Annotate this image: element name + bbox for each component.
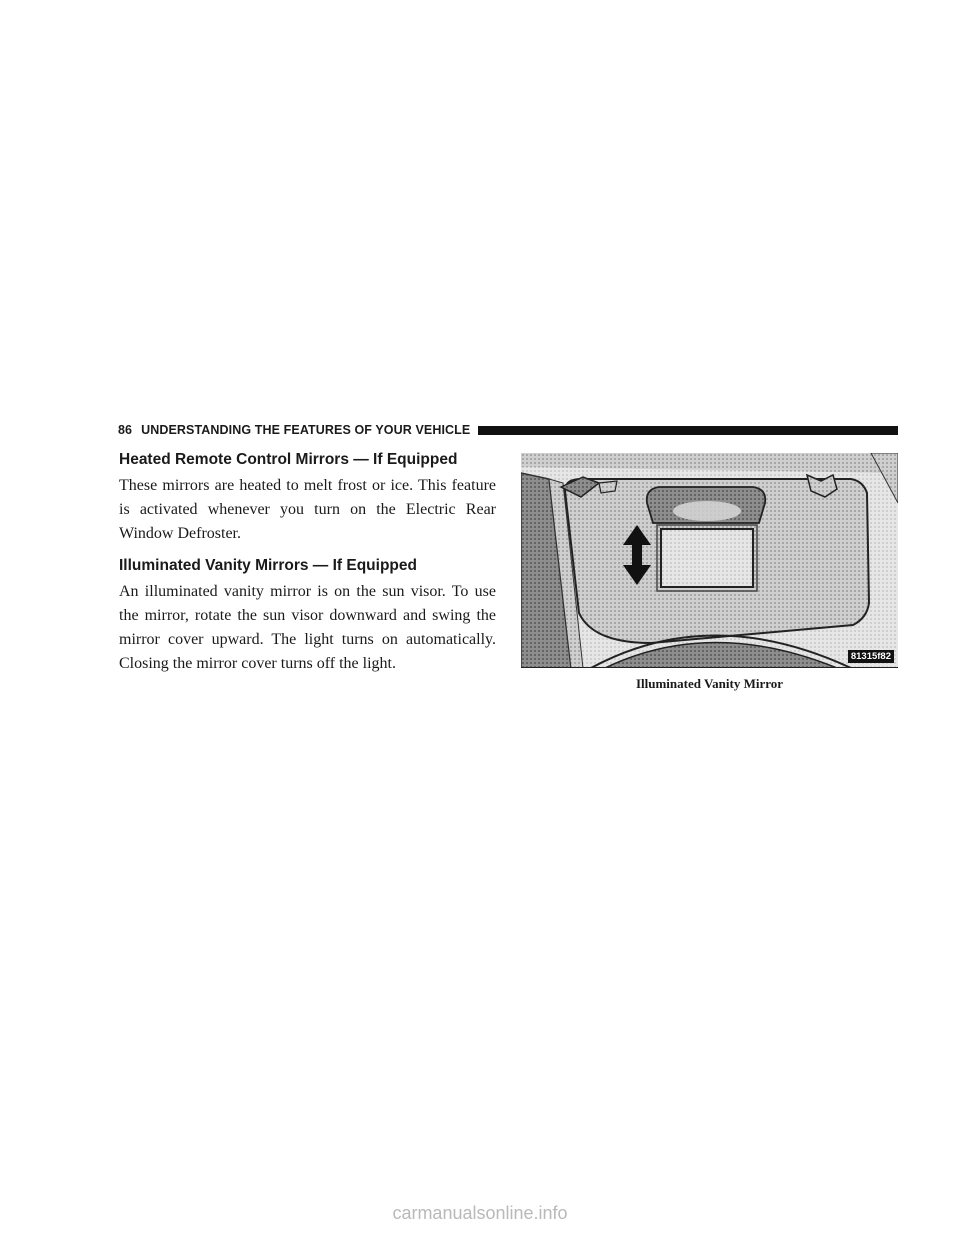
- header-rule: [478, 426, 898, 435]
- section-body: These mirrors are heated to melt frost or ice. This feature is activated whenever you turn on the Electric Rear Window Defroster.: [119, 477, 496, 542]
- vanity-mirror-illustration: [521, 453, 898, 668]
- page-header: [118, 421, 898, 439]
- section-vanity-mirrors: [119, 556, 496, 676]
- figure-code: 81315f82: [848, 650, 894, 663]
- watermark: carmanualsonline.info: [392, 1203, 568, 1223]
- section-heading: Heated Remote Control Mirrors — If Equipped: [119, 451, 458, 468]
- figure-caption: Illuminated Vanity Mirror: [635, 676, 784, 691]
- section-heading: Illuminated Vanity Mirrors — If Equipped: [119, 557, 417, 574]
- section-heated-mirrors: [119, 450, 496, 546]
- page-number: 86: [118, 423, 133, 437]
- section-body: An illuminated vanity mirror is on the sun visor. To use the mirror, rotate the sun visor downward and swing the mirror cover upward. The light turns on automatically. Closing the mirror cover turns off the light.: [119, 583, 496, 672]
- text-column: [119, 450, 496, 686]
- running-title: UNDERSTANDING THE FEATURES OF YOUR VEHICLE: [141, 423, 471, 437]
